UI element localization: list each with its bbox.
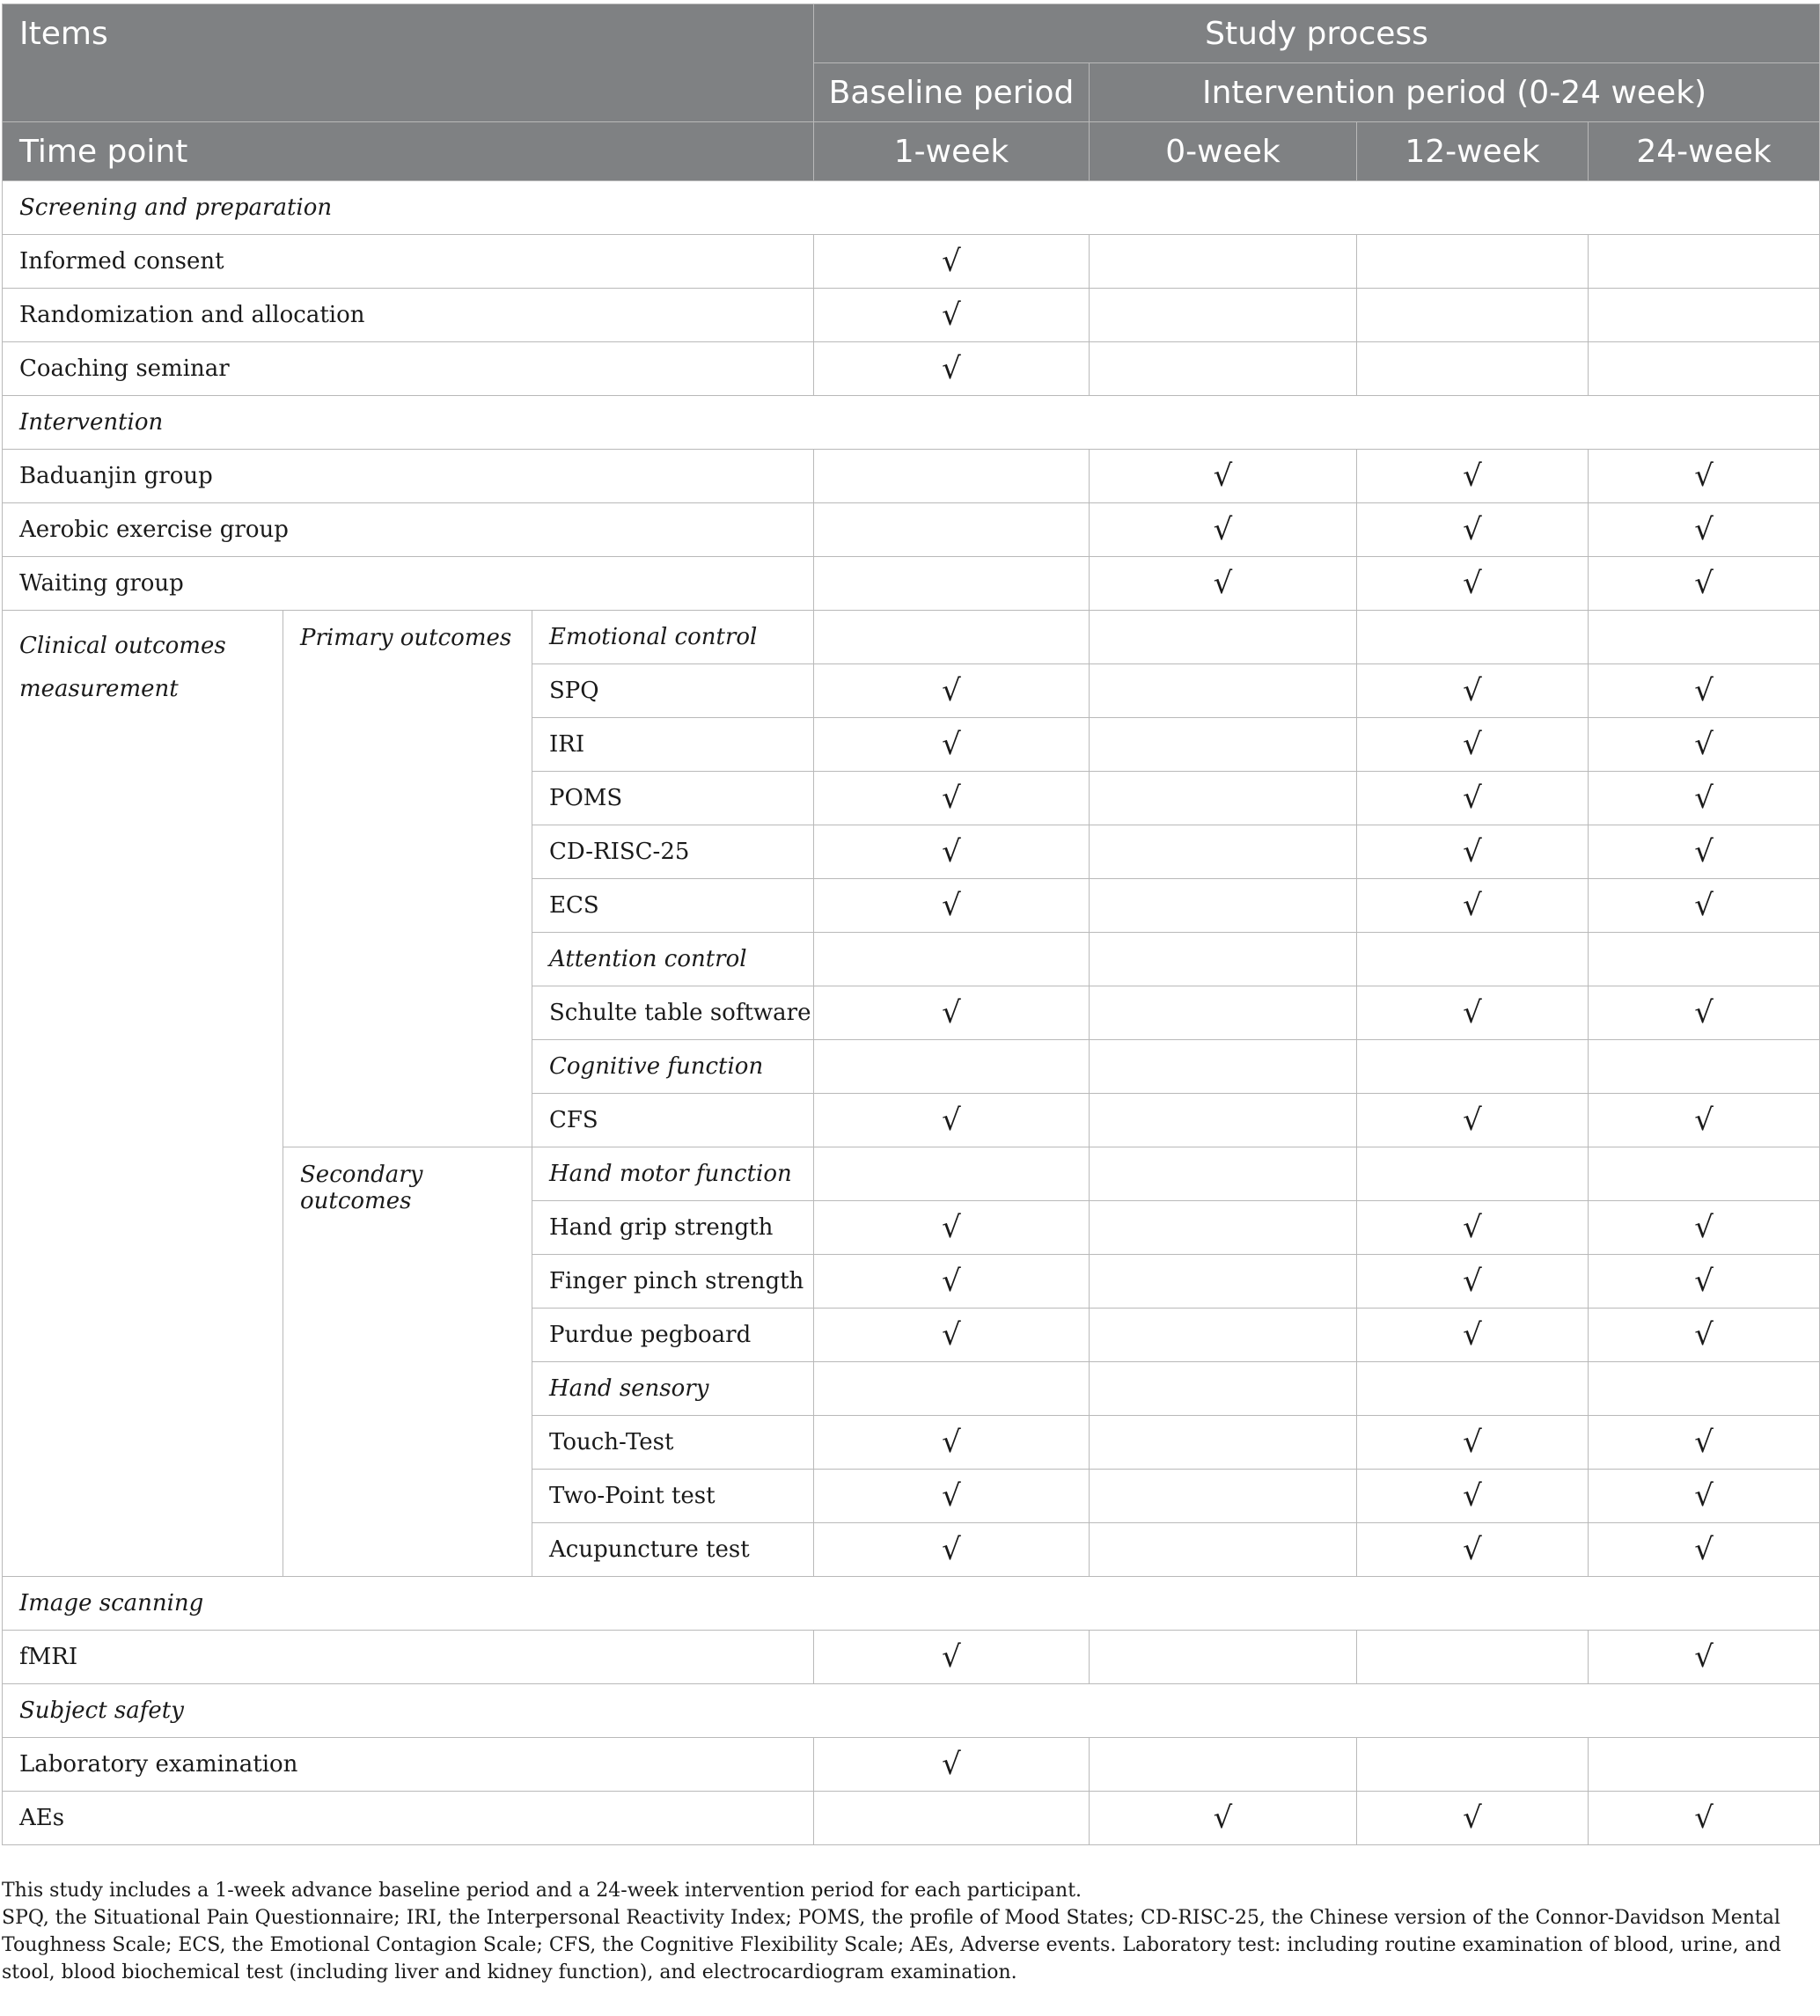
section-row bbox=[3, 181, 1820, 235]
check-mark: √ bbox=[1357, 1470, 1589, 1523]
group-primary-outcomes: Primary outcomes bbox=[283, 611, 532, 1147]
check-mark: √ bbox=[1589, 1309, 1820, 1362]
subgroup-hand-sensory: Hand sensory bbox=[532, 1362, 814, 1416]
check-mark: √ bbox=[1357, 1309, 1589, 1362]
row-label: AEs bbox=[3, 1792, 814, 1845]
check-mark: √ bbox=[814, 235, 1090, 289]
row-label: Waiting group bbox=[3, 557, 814, 611]
check-mark: √ bbox=[1357, 1255, 1589, 1309]
row-label: Randomization and allocation bbox=[3, 289, 814, 342]
section-image-scanning: Image scanning bbox=[3, 1577, 1820, 1631]
section-row bbox=[3, 396, 1820, 450]
section-row bbox=[3, 1684, 1820, 1738]
check-mark: √ bbox=[814, 986, 1090, 1040]
check-mark: √ bbox=[814, 1631, 1090, 1684]
check-mark: √ bbox=[814, 1255, 1090, 1309]
footnote-period: This study includes a 1-week advance baseline period and a 24-week intervention period for each participant. bbox=[2, 1880, 1082, 1902]
check-mark: √ bbox=[1357, 1201, 1589, 1255]
section-row bbox=[3, 1577, 1820, 1631]
study-schedule-table bbox=[2, 4, 1820, 1845]
table-row bbox=[3, 450, 1820, 503]
check-mark: √ bbox=[814, 1523, 1090, 1577]
check-mark: √ bbox=[1357, 1792, 1589, 1845]
check-mark: √ bbox=[1090, 1792, 1357, 1845]
row-label: Acupuncture test bbox=[532, 1523, 814, 1577]
check-mark: √ bbox=[1589, 986, 1820, 1040]
row-label: Schulte table software bbox=[532, 986, 814, 1040]
row-label: Coaching seminar bbox=[3, 342, 814, 396]
check-mark: √ bbox=[1357, 1094, 1589, 1147]
table-body bbox=[3, 181, 1820, 1845]
check-mark: √ bbox=[1090, 557, 1357, 611]
check-mark: √ bbox=[1589, 825, 1820, 879]
header-0-week: 0-week bbox=[1090, 122, 1357, 181]
check-mark: √ bbox=[1589, 1631, 1820, 1684]
table-footnotes bbox=[2, 1877, 1806, 1986]
check-mark: √ bbox=[814, 1201, 1090, 1255]
table-row bbox=[3, 289, 1820, 342]
check-mark: √ bbox=[1357, 664, 1589, 718]
check-mark: √ bbox=[1589, 1523, 1820, 1577]
check-mark: √ bbox=[1589, 1201, 1820, 1255]
row-label: fMRI bbox=[3, 1631, 814, 1684]
check-mark: √ bbox=[814, 342, 1090, 396]
row-label: Finger pinch strength bbox=[532, 1255, 814, 1309]
row-label: CD-RISC-25 bbox=[532, 825, 814, 879]
subgroup-emotional-control: Emotional control bbox=[532, 611, 814, 664]
check-mark: √ bbox=[1357, 503, 1589, 557]
subgroup-attention-control: Attention control bbox=[532, 933, 814, 986]
check-mark: √ bbox=[1357, 986, 1589, 1040]
check-mark: √ bbox=[814, 1416, 1090, 1470]
check-mark: √ bbox=[1357, 557, 1589, 611]
check-mark: √ bbox=[1589, 503, 1820, 557]
group-secondary-outcomes: Secondary outcomes bbox=[283, 1147, 532, 1577]
row-label: IRI bbox=[532, 718, 814, 772]
row-label: Hand grip strength bbox=[532, 1201, 814, 1255]
check-mark: √ bbox=[1357, 772, 1589, 825]
row-label: ECS bbox=[532, 879, 814, 933]
check-mark: √ bbox=[814, 664, 1090, 718]
header-baseline-period: Baseline period bbox=[814, 63, 1090, 122]
table-row bbox=[3, 1631, 1820, 1684]
check-mark: √ bbox=[1589, 664, 1820, 718]
row-label: Informed consent bbox=[3, 235, 814, 289]
section-intervention: Intervention bbox=[3, 396, 1820, 450]
check-mark: √ bbox=[1090, 503, 1357, 557]
check-mark: √ bbox=[1589, 718, 1820, 772]
table-row bbox=[3, 342, 1820, 396]
table-row bbox=[3, 1792, 1820, 1845]
check-mark: √ bbox=[814, 1470, 1090, 1523]
row-label: Aerobic exercise group bbox=[3, 503, 814, 557]
row-label: Purdue pegboard bbox=[532, 1309, 814, 1362]
check-mark: √ bbox=[1357, 879, 1589, 933]
table-row bbox=[3, 1738, 1820, 1792]
check-mark: √ bbox=[814, 1094, 1090, 1147]
table-row bbox=[3, 557, 1820, 611]
check-mark: √ bbox=[814, 1309, 1090, 1362]
table-row bbox=[3, 611, 1820, 664]
row-label: Two-Point test bbox=[532, 1470, 814, 1523]
check-mark: √ bbox=[1589, 557, 1820, 611]
check-mark: √ bbox=[1589, 1416, 1820, 1470]
check-mark: √ bbox=[1589, 450, 1820, 503]
check-mark: √ bbox=[1589, 1094, 1820, 1147]
header-time-point: Time point bbox=[3, 122, 814, 181]
row-label: Touch-Test bbox=[532, 1416, 814, 1470]
subgroup-cognitive-function: Cognitive function bbox=[532, 1040, 814, 1094]
check-mark: √ bbox=[1589, 772, 1820, 825]
check-mark: √ bbox=[814, 718, 1090, 772]
group-clinical-outcomes: Clinical outcomes measurement bbox=[3, 611, 283, 1577]
check-mark: √ bbox=[1589, 1255, 1820, 1309]
header-study-process: Study process bbox=[814, 4, 1820, 63]
check-mark: √ bbox=[814, 772, 1090, 825]
header-1-week: 1-week bbox=[814, 122, 1090, 181]
row-label: Laboratory examination bbox=[3, 1738, 814, 1792]
check-mark: √ bbox=[1357, 1523, 1589, 1577]
table-header bbox=[3, 4, 1820, 181]
header-12-week: 12-week bbox=[1357, 122, 1589, 181]
check-mark: √ bbox=[1589, 1470, 1820, 1523]
table-row bbox=[3, 503, 1820, 557]
check-mark: √ bbox=[1357, 825, 1589, 879]
subgroup-hand-motor: Hand motor function bbox=[532, 1147, 814, 1201]
check-mark: √ bbox=[1357, 450, 1589, 503]
check-mark: √ bbox=[814, 825, 1090, 879]
check-mark: √ bbox=[1357, 1416, 1589, 1470]
row-label: Baduanjin group bbox=[3, 450, 814, 503]
row-label: POMS bbox=[532, 772, 814, 825]
header-items: Items bbox=[3, 4, 814, 122]
check-mark: √ bbox=[1589, 1792, 1820, 1845]
check-mark: √ bbox=[814, 289, 1090, 342]
header-24-week: 24-week bbox=[1589, 122, 1820, 181]
check-mark: √ bbox=[814, 1738, 1090, 1792]
footnote-abbreviations: SPQ, the Situational Pain Questionnaire; IRI, the Interpersonal Reactivity Index; POMS, the profile of Mood States; CD-RISC-25, the Chinese version of the Connor-Davidson Mental Toughness Scale; ECS, the Emotional Contagion Scale; CFS, the Cognitive Flexibility Scale; AEs, Adverse events. Laboratory test: including routine examination of blood, urine, and stool, blood biochemical test (including liver and kidney function), and electrocardiogram examination. bbox=[2, 1907, 1781, 1983]
check-mark: √ bbox=[1589, 879, 1820, 933]
section-screening: Screening and preparation bbox=[3, 181, 1820, 235]
row-label: SPQ bbox=[532, 664, 814, 718]
section-subject-safety: Subject safety bbox=[3, 1684, 1820, 1738]
header-intervention-period: Intervention period (0-24 week) bbox=[1090, 63, 1820, 122]
check-mark: √ bbox=[1090, 450, 1357, 503]
check-mark: √ bbox=[814, 879, 1090, 933]
table-row bbox=[3, 235, 1820, 289]
check-mark: √ bbox=[1357, 718, 1589, 772]
row-label: CFS bbox=[532, 1094, 814, 1147]
